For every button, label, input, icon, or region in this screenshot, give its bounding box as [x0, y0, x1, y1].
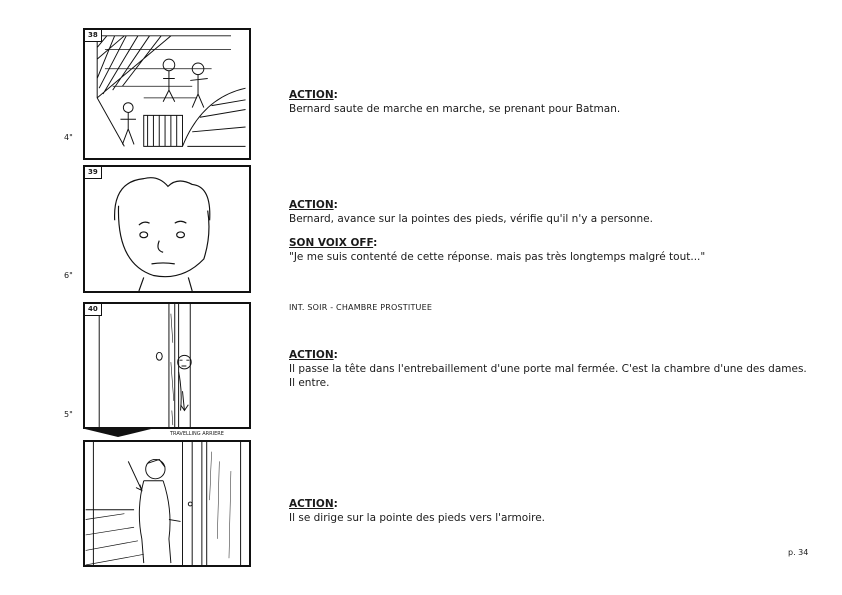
- action-text: Bernard, avance sur la pointes des pieds, vérifie qu'il n'y a personne.: [289, 213, 653, 225]
- action-text: Il passe la tête dans l'entrebaillement d'une porte mal fermée. C'est la chambre d'une des dames. Il entre.: [289, 363, 807, 389]
- action-heading: ACTION: [289, 498, 334, 510]
- action-heading: ACTION: [289, 349, 334, 361]
- action-block-41: ACTION: Il se dirige sur la pointe des pieds vers l'armoire.: [289, 497, 809, 525]
- sketch-walking-to-wardrobe: [85, 442, 249, 565]
- scene-heading: INT. SOIR - CHAMBRE PROSTITUEE: [289, 303, 433, 312]
- camera-move-note: TRAVELLING ARRIERE: [170, 431, 224, 437]
- storyboard-panel-39: [83, 165, 251, 293]
- action-text: Bernard saute de marche en marche, se prenant pour Batman.: [289, 103, 621, 115]
- action-text: Il se dirige sur la pointe des pieds vers l'armoire.: [289, 512, 546, 524]
- panel-duration: 6": [64, 271, 73, 280]
- sketch-face-closeup: [85, 167, 249, 291]
- panel-number: 38: [85, 30, 102, 42]
- action-block-39: ACTION: Bernard, avance sur la pointes des pieds, vérifie qu'il n'y a personne. SON VOIX OFF: "Je me suis contenté de cette réponse. mais pas très longtemps malgré tout...": [289, 198, 809, 264]
- action-block-40: ACTION: Il passe la tête dans l'entrebaillement d'une porte mal fermée. C'est la chambre d'une des dames. Il entre.: [289, 348, 809, 390]
- panel-duration: 4": [64, 133, 73, 142]
- action-heading: ACTION: [289, 89, 334, 101]
- page-number: p. 34: [788, 548, 809, 557]
- voice-off-heading: SON VOIX OFF: [289, 237, 374, 249]
- voice-off-text: "Je me suis contenté de cette réponse. mais pas très longtemps malgré tout...": [289, 251, 706, 263]
- panel-duration: 5": [64, 410, 73, 419]
- sketch-door-peek: [85, 304, 249, 427]
- sketch-staircase-scene: [85, 30, 249, 158]
- action-block-38: ACTION: Bernard saute de marche en marche, se prenant pour Batman.: [289, 88, 809, 116]
- transition-marker: [85, 429, 151, 437]
- storyboard-panel-40: [83, 302, 251, 429]
- storyboard-panel-41: [83, 440, 251, 567]
- panel-number: 39: [85, 167, 102, 179]
- storyboard-panel-38: [83, 28, 251, 160]
- panel-number: 40: [85, 304, 102, 316]
- action-heading: ACTION: [289, 199, 334, 211]
